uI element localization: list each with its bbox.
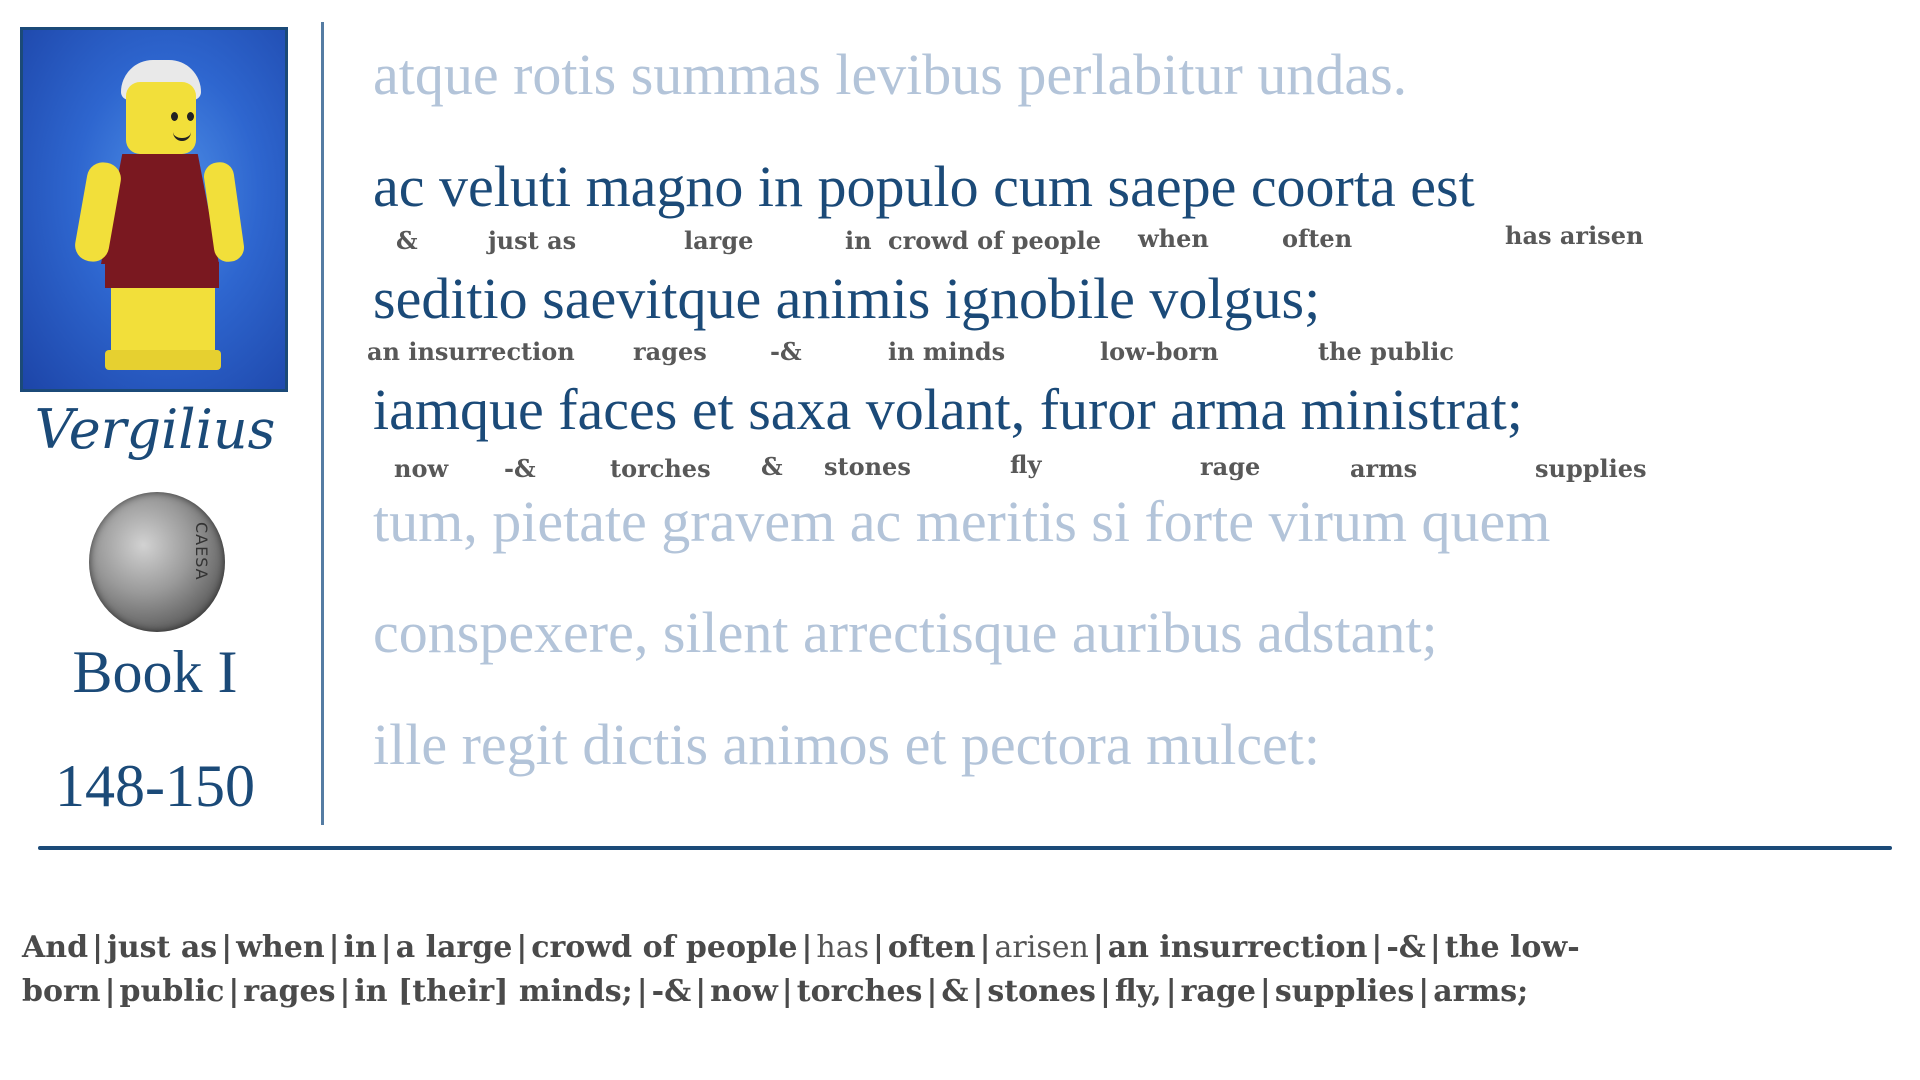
translation-chunk: has bbox=[816, 930, 869, 965]
gloss: & bbox=[396, 226, 418, 255]
translation-separator: | bbox=[380, 930, 392, 965]
translation-separator: | bbox=[104, 974, 116, 1009]
figure-feet bbox=[105, 350, 221, 370]
translation-chunk: often bbox=[887, 930, 976, 965]
figure-hips bbox=[105, 262, 219, 288]
translation-chunk: public bbox=[119, 974, 225, 1009]
translation-chunk: the low-born bbox=[22, 930, 1580, 1009]
author-name: Vergilius bbox=[34, 398, 276, 461]
translation-chunk: in bbox=[343, 930, 377, 965]
gloss: when bbox=[1138, 224, 1209, 253]
translation-separator: | bbox=[1418, 974, 1430, 1009]
translation-separator: | bbox=[979, 930, 991, 965]
translation-separator: | bbox=[339, 974, 351, 1009]
translation-separator: | bbox=[228, 974, 240, 1009]
gloss: torches bbox=[610, 454, 711, 483]
translation-separator: | bbox=[801, 930, 813, 965]
gloss: has arisen bbox=[1505, 221, 1644, 250]
translation-separator: | bbox=[695, 974, 707, 1009]
figure-eye bbox=[171, 112, 178, 121]
translation-separator: | bbox=[972, 974, 984, 1009]
verse-line: conspexere, silent arrectisque auribus adstant; bbox=[373, 600, 1438, 665]
translation-separator: | bbox=[221, 930, 233, 965]
translation-chunk: arms; bbox=[1433, 974, 1529, 1009]
gloss: supplies bbox=[1535, 454, 1647, 483]
translation-chunk: now bbox=[710, 974, 778, 1009]
gloss: now bbox=[394, 454, 449, 483]
translation-chunk: fly, bbox=[1114, 974, 1162, 1009]
gloss: -& bbox=[770, 337, 802, 366]
translation-separator: | bbox=[926, 974, 938, 1009]
verse-line: atque rotis summas levibus perlabitur undas. bbox=[373, 42, 1408, 107]
translation-separator: | bbox=[1092, 930, 1104, 965]
gloss: the public bbox=[1318, 337, 1455, 366]
translation-separator: | bbox=[1165, 974, 1177, 1009]
verse-line: tum, pietate gravem ac meritis si forte virum quem bbox=[373, 489, 1551, 554]
translation-chunk: -& bbox=[651, 974, 692, 1009]
translation-chunk: when bbox=[236, 930, 325, 965]
translation-chunk: torches bbox=[796, 974, 923, 1009]
translation-chunk: supplies bbox=[1274, 974, 1415, 1009]
translation-chunk: a large bbox=[395, 930, 513, 965]
translation-chunk: just as bbox=[107, 930, 218, 965]
gloss: in minds bbox=[888, 337, 1006, 366]
translation-chunk: -& bbox=[1386, 930, 1426, 965]
translation-separator: | bbox=[1371, 930, 1383, 965]
translation-chunk: an insurrection bbox=[1107, 930, 1368, 965]
verse-line: iamque faces et saxa volant, furor arma ministrat; bbox=[373, 377, 1523, 442]
translation-separator: | bbox=[636, 974, 648, 1009]
translation-separator: | bbox=[516, 930, 528, 965]
gloss: -& bbox=[504, 454, 536, 483]
gloss: & bbox=[761, 452, 783, 481]
translation-separator: | bbox=[781, 974, 793, 1009]
horizontal-divider bbox=[38, 846, 1892, 850]
gloss: rage bbox=[1200, 452, 1261, 481]
translation-separator: | bbox=[92, 930, 103, 965]
figure-legs bbox=[111, 288, 215, 358]
vertical-divider bbox=[321, 22, 324, 825]
gloss: fly bbox=[1010, 450, 1042, 479]
verse-line: ille regit dictis animos et pectora mulcet: bbox=[373, 712, 1321, 777]
gloss: in bbox=[845, 226, 872, 255]
translation-chunk: arisen bbox=[994, 930, 1089, 965]
translation-chunk: crowd of people bbox=[531, 930, 798, 965]
gloss: rages bbox=[633, 337, 707, 366]
gloss: often bbox=[1282, 224, 1353, 253]
translation-separator: | bbox=[1259, 974, 1271, 1009]
translation-chunk: stones bbox=[987, 974, 1096, 1009]
verse-line: seditio saevitque animis ignobile volgus; bbox=[373, 266, 1321, 331]
figure-head bbox=[126, 82, 196, 154]
gloss: large bbox=[684, 226, 754, 255]
book-label: Book I bbox=[72, 639, 238, 705]
gloss: crowd of people bbox=[888, 226, 1101, 255]
figure-eye bbox=[187, 112, 194, 121]
gloss: low-born bbox=[1100, 337, 1219, 366]
translation-chunk: in [their] minds; bbox=[354, 974, 633, 1009]
gloss: just as bbox=[488, 226, 577, 255]
translation-separator: | bbox=[328, 930, 340, 965]
gloss: arms bbox=[1350, 454, 1418, 483]
line-range-label: 148-150 bbox=[55, 753, 255, 819]
translation-chunk: rages bbox=[243, 974, 336, 1009]
poet-portrait-image bbox=[20, 27, 288, 392]
english-translation bbox=[22, 926, 1902, 1014]
gloss: stones bbox=[824, 452, 911, 481]
translation-chunk: & bbox=[941, 974, 969, 1009]
translation-separator: | bbox=[1099, 974, 1111, 1009]
translation-separator: | bbox=[1429, 930, 1441, 965]
translation-chunk: And bbox=[22, 930, 89, 965]
verse-line: ac veluti magno in populo cum saepe coorta est bbox=[373, 154, 1475, 219]
roman-coin-image bbox=[89, 492, 225, 632]
gloss: an insurrection bbox=[367, 337, 575, 366]
translation-chunk: rage bbox=[1180, 974, 1256, 1009]
translation-separator: | bbox=[873, 930, 884, 965]
coin-legend: CAESA bbox=[192, 522, 211, 581]
